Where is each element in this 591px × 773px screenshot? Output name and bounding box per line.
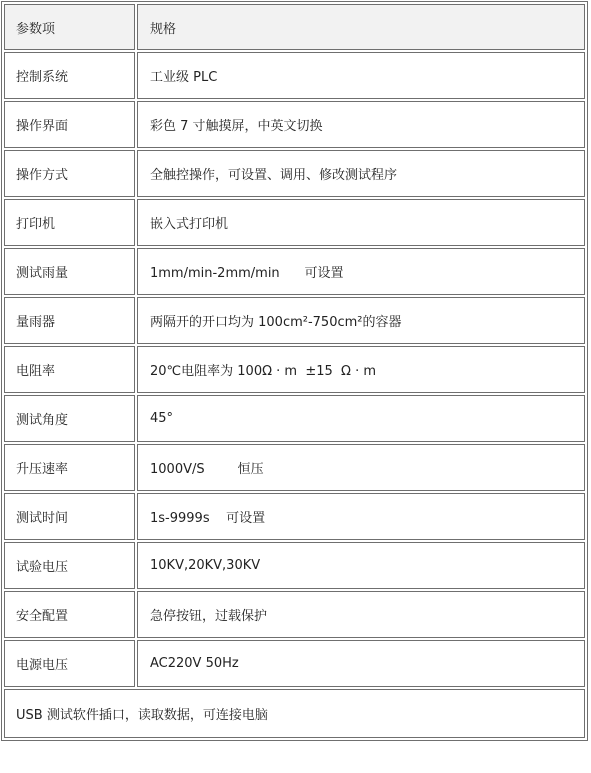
table-header-row [4, 4, 585, 50]
table-row [4, 199, 585, 246]
spec-cell: 10KV,20KV,30KV [137, 542, 585, 589]
table-row [4, 493, 585, 540]
spec-cell: 工业级 PLC [137, 52, 585, 99]
spec-cell: 急停按钮，过载保护 [137, 591, 585, 638]
table-footer-row [4, 689, 585, 738]
param-cell: 电阻率 [4, 346, 135, 393]
table-row [4, 150, 585, 197]
header-param-cell: 参数项 [4, 4, 135, 50]
param-cell: 测试角度 [4, 395, 135, 442]
header-spec-cell: 规格 [137, 4, 585, 50]
param-cell: 试验电压 [4, 542, 135, 589]
param-cell: 升压速率 [4, 444, 135, 491]
spec-cell: 20℃电阻率为 100Ω · m ±15 Ω · m [137, 346, 585, 393]
param-cell: 测试时间 [4, 493, 135, 540]
param-cell: 操作界面 [4, 101, 135, 148]
table-row [4, 444, 585, 491]
spec-cell: 彩色 7 寸触摸屏，中英文切换 [137, 101, 585, 148]
param-cell: 测试雨量 [4, 248, 135, 295]
table-row [4, 542, 585, 589]
table-row [4, 395, 585, 442]
table-row [4, 591, 585, 638]
table-row [4, 52, 585, 99]
param-cell: 控制系统 [4, 52, 135, 99]
table-row [4, 248, 585, 295]
spec-cell: 1000V/S 恒压 [137, 444, 585, 491]
spec-cell: 1mm/min-2mm/min 可设置 [137, 248, 585, 295]
spec-cell: 全触控操作，可设置、调用、修改测试程序 [137, 150, 585, 197]
spec-table [1, 1, 588, 741]
param-cell: 操作方式 [4, 150, 135, 197]
spec-cell: 45° [137, 395, 585, 442]
table-row [4, 640, 585, 687]
table-row [4, 101, 585, 148]
param-cell: 电源电压 [4, 640, 135, 687]
param-cell: 量雨器 [4, 297, 135, 344]
spec-cell: 1s-9999s 可设置 [137, 493, 585, 540]
table-row [4, 297, 585, 344]
spec-cell: 两隔开的开口均为 100cm²-750cm²的容器 [137, 297, 585, 344]
param-cell: 打印机 [4, 199, 135, 246]
spec-cell: AC220V 50Hz [137, 640, 585, 687]
spec-cell: 嵌入式打印机 [137, 199, 585, 246]
footer-cell: USB 测试软件插口，读取数据，可连接电脑 [4, 689, 585, 738]
table-row [4, 346, 585, 393]
param-cell: 安全配置 [4, 591, 135, 638]
